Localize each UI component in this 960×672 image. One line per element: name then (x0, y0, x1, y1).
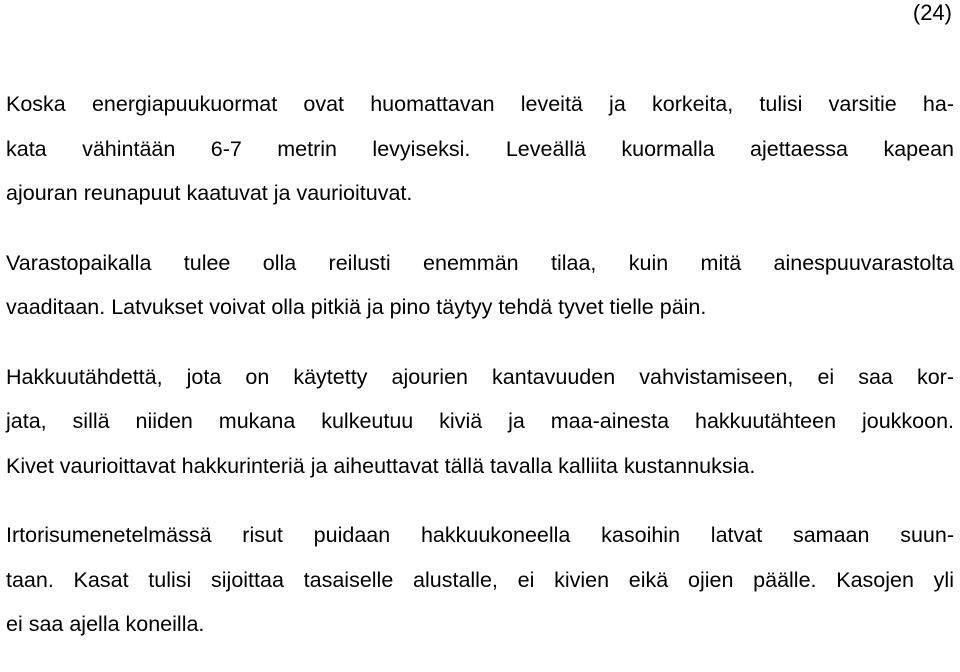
text-line: taan. Kasat tulisi sijoittaa tasaiselle alustalle, ei kivien eikä ojien päälle. Kasojen yli (6, 567, 954, 592)
text-line: ajouran reunapuut kaatuvat ja vaurioituvat. (6, 181, 413, 205)
document-body (6, 82, 954, 672)
text-line: Varastopaikalla tulee olla reilusti enemmän tilaa, kuin mitä ainespuuvarastolta (6, 250, 954, 275)
paragraph-2 (6, 241, 954, 330)
text-line: vaaditaan. Latvukset voivat olla pitkiä ja pino täytyy tehdä tyvet tielle päin. (6, 295, 707, 319)
text-line: Koska energiapuukuormat ovat huomattavan leveitä ja korkeita, tulisi varsitie ha- (6, 92, 954, 116)
page-number: (24) (912, 0, 952, 25)
text-line: ei saa ajella koneilla. (6, 612, 205, 636)
text-line: Hakkuutähdettä, jota on käytetty ajourien kantavuuden vahvistamiseen, ei saa kor- (6, 364, 954, 389)
text-line: kata vähintään 6-7 metrin levyiseksi. Leveällä kuormalla ajettaessa kapean (6, 136, 954, 161)
text-line: jata, sillä niiden mukana kulkeutuu kiviä ja maa-ainesta hakkuutähteen joukkoon. (6, 409, 954, 433)
paragraph-4 (6, 513, 954, 647)
paragraph-1 (6, 82, 954, 216)
paragraph-3 (6, 355, 954, 489)
text-line: Kivet vaurioittavat hakkurinteriä ja aiheuttavat tällä tavalla kalliita kustannuksia. (6, 453, 756, 478)
text-line: Irtorisumenetelmässä risut puidaan hakkuukoneella kasoihin latvat samaan suun- (6, 523, 954, 547)
